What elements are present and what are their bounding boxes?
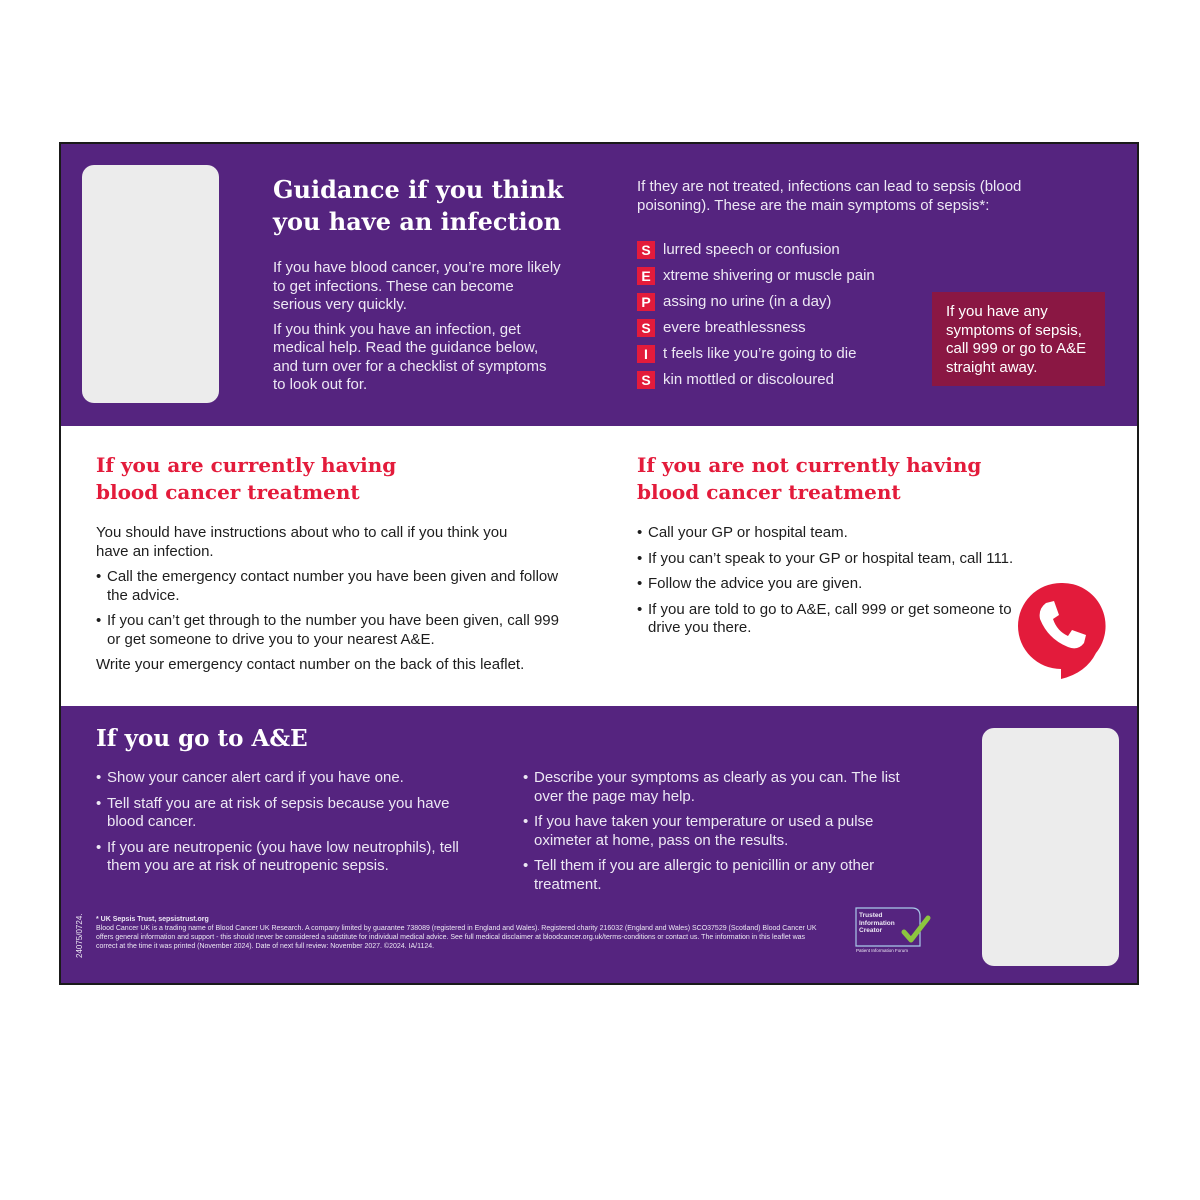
ae-right-list bbox=[523, 769, 903, 894]
sepsis-text: kin mottled or discoloured bbox=[663, 370, 834, 388]
guidance-panel bbox=[61, 144, 1137, 426]
ae-title: If you go to A&E bbox=[96, 725, 308, 752]
trusted-information-creator-badge bbox=[854, 906, 936, 956]
treatment-panel bbox=[61, 426, 1137, 706]
phone-icon bbox=[1016, 581, 1106, 681]
footnote bbox=[96, 915, 821, 951]
intro-paragraph-2: If you think you have an infection, get medical help. Read the guidance below, and turn over for a checklist of symptoms to look out for. bbox=[273, 320, 547, 393]
not-current-treatment-title bbox=[637, 452, 981, 506]
footnote-title: * UK Sepsis Trust, sepsistrust.org bbox=[96, 916, 209, 923]
current-treatment-outro: Write your emergency contact number on the back of this leaflet. bbox=[96, 656, 525, 673]
sepsis-item bbox=[637, 315, 875, 341]
list-item: • If you are told to go to A&E, call 999 or get someone to drive you there. bbox=[637, 601, 1037, 638]
image-placeholder-bottom bbox=[982, 728, 1119, 966]
leaflet bbox=[59, 142, 1139, 985]
leaflet-code: 24075/0724. bbox=[75, 913, 84, 958]
list-item: • Tell staff you are at risk of sepsis because you have blood cancer. bbox=[96, 795, 476, 832]
list-item: • If you can’t speak to your GP or hospital team, call 111. bbox=[637, 550, 1037, 569]
guidance-title-line1: Guidance if you think bbox=[273, 175, 564, 204]
badge-footer: Patient Information Forum bbox=[856, 948, 909, 953]
list-item: • If you have taken your temperature or used a pulse oximeter at home, pass on the results. bbox=[523, 813, 903, 850]
sepsis-item bbox=[637, 289, 875, 315]
sepsis-text: evere breathlessness bbox=[663, 318, 806, 336]
sepsis-text: lurred speech or confusion bbox=[663, 240, 840, 258]
current-treatment-title bbox=[96, 452, 396, 506]
current-treatment-intro: You should have instructions about who to call if you think you have an infection. bbox=[96, 524, 508, 560]
sepsis-item bbox=[637, 341, 875, 367]
not-current-treatment-list bbox=[637, 524, 1037, 638]
sepsis-item bbox=[637, 263, 875, 289]
current-treatment-list bbox=[96, 568, 566, 649]
sepsis-intro: If they are not treated, infections can lead to sepsis (blood poisoning). These are the main symptoms of sepsis*: bbox=[637, 178, 1022, 214]
current-treatment-title-line2: blood cancer treatment bbox=[96, 480, 360, 504]
ae-panel bbox=[61, 706, 1137, 985]
ae-left-list bbox=[96, 769, 476, 876]
badge-line3: Creator bbox=[859, 927, 883, 934]
list-item: • Call your GP or hospital team. bbox=[637, 524, 1037, 543]
sepsis-item bbox=[637, 237, 875, 263]
list-item: • Tell them if you are allergic to penicillin or any other treatment. bbox=[523, 857, 903, 894]
not-current-treatment-title-line1: If you are not currently having bbox=[637, 453, 982, 477]
guidance-title-line2: you have an infection bbox=[273, 207, 562, 236]
check-icon bbox=[904, 918, 928, 940]
list-item: • Describe your symptoms as clearly as you can. The list over the page may help. bbox=[523, 769, 903, 806]
intro-paragraph-1: If you have blood cancer, you’re more likely to get infections. These can become serious very quickly. bbox=[273, 259, 561, 313]
guidance-title bbox=[273, 174, 563, 238]
sepsis-letter: P bbox=[637, 293, 655, 311]
sepsis-item bbox=[637, 367, 875, 393]
list-item: • Follow the advice you are given. bbox=[637, 575, 1037, 594]
sepsis-text: xtreme shivering or muscle pain bbox=[663, 266, 875, 284]
sepsis-list bbox=[637, 237, 875, 393]
list-item: • Call the emergency contact number you have been given and follow the advice. bbox=[96, 568, 566, 605]
current-treatment-body bbox=[96, 524, 566, 675]
sepsis-alert-text: If you have any symptoms of sepsis, call 999 or go to A&E straight away. bbox=[946, 303, 1087, 376]
guidance-intro bbox=[273, 259, 563, 395]
sepsis-letter: E bbox=[637, 267, 655, 285]
badge-line2: Information bbox=[859, 919, 895, 927]
badge-line1: Trusted bbox=[859, 912, 883, 919]
sepsis-alert-box bbox=[932, 292, 1105, 386]
sepsis-text: assing no urine (in a day) bbox=[663, 292, 832, 310]
sepsis-letter: S bbox=[637, 371, 655, 389]
sepsis-letter: S bbox=[637, 241, 655, 259]
image-placeholder-top bbox=[82, 165, 219, 403]
current-treatment-title-line1: If you are currently having bbox=[96, 453, 397, 477]
list-item: • If you are neutropenic (you have low neutrophils), tell them you are at risk of neutropenic sepsis. bbox=[96, 839, 476, 876]
not-current-treatment-title-line2: blood cancer treatment bbox=[637, 480, 901, 504]
sepsis-letter: I bbox=[637, 345, 655, 363]
sepsis-text: t feels like you’re going to die bbox=[663, 344, 857, 362]
list-item: • If you can’t get through to the number you have been given, call 999 or get someone to drive you to your nearest A&E. bbox=[96, 612, 566, 649]
list-item: • Show your cancer alert card if you have one. bbox=[96, 769, 476, 788]
sepsis-letter: S bbox=[637, 319, 655, 337]
footnote-body: Blood Cancer UK is a trading name of Blood Cancer UK Research. A company limited by guarantee 738089 (registered in England and Wales). Registered charity 216032 (England and Wales) SCO37529 (Scotland) Blood Cancer UK offers general information and support - this should never be considered a substitute for individual medical advice. See full medical disclaimer at bloodcancer.org.uk/terms-conditions or contact us. The information in this leaflet was correct at the time it was printed (November 2024). Date of next full review: November 2027. ©2024. IA/1124. bbox=[96, 925, 817, 950]
